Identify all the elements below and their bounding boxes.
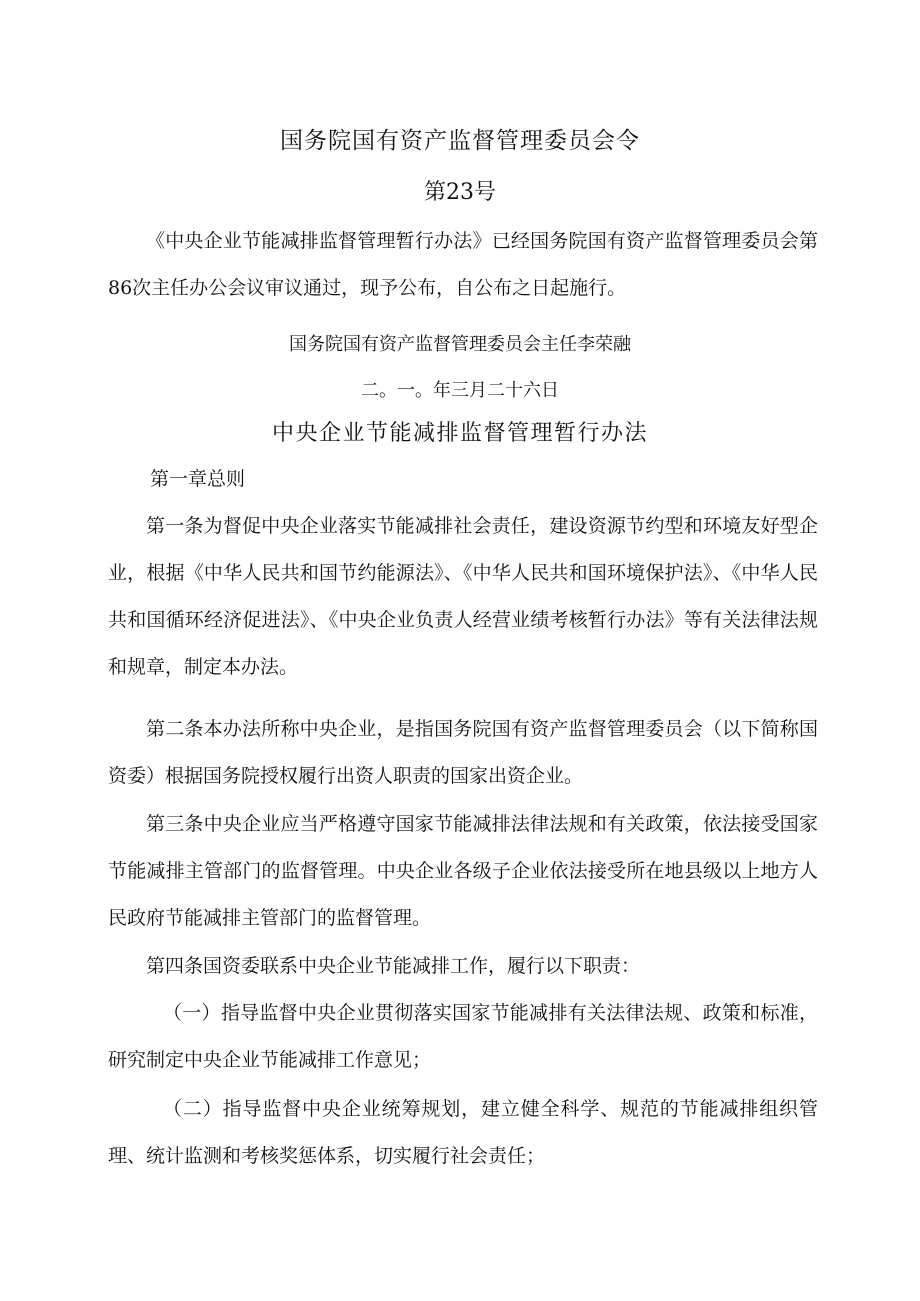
article-4-item-2: （二）指导监督中央企业统筹规划，建立健全科学、规范的节能减排组织管理、统计监测和考核奖惩体系，切实履行社会责任； [108,1098,818,1167]
chapter-heading: 第一章总则 [150,468,246,490]
order-number: 第23号 [424,180,496,205]
signatory: 国务院国有资产监督管理委员会主任李荣融 [289,334,631,355]
article-4: 第四条国资委联系中央企业节能减排工作，履行以下职责： [146,955,641,977]
issue-date: 二。一。年三月二十六日 [361,380,559,401]
article-2: 第二条本办法所称中央企业，是指国务院国有资产监督管理委员会（以下简称国资委）根据国务院授权履行出资人职责的国家出资企业。 [108,718,818,787]
article-1: 第一条为督促中央企业落实节能减排社会责任，建设资源节约型和环境友好型企业，根据《中华人民共和国节约能源法》、《中华人民共和国环境保护法》、《中华人民共和国循环经济促进法》、《中央企业负责人经营业绩考核暂行办法》等有关法律法规和规章，制定本办法。 [108,515,818,678]
article-3: 第三条中央企业应当严格遵守国家节能减排法律法规和有关政策，依法接受国家节能减排主管部门的监督管理。中央企业各级子企业依法接受所在地县级以上地方人民政府节能减排主管部门的监督管理。 [108,813,818,929]
announcement-paragraph: 《中央企业节能减排监督管理暂行办法》已经国务院国有资产监督管理委员会第86次主任办公会议审议通过，现予公布，自公布之日起施行。 [108,230,818,299]
order-title: 国务院国有资产监督管理委员会令 [280,128,640,154]
document-title: 中央企业节能减排监督管理暂行办法 [271,421,648,446]
article-4-item-1: （一）指导监督中央企业贯彻落实国家节能减排有关法律法规、政策和标准，研究制定中央企业节能减排工作意见； [108,1002,818,1071]
